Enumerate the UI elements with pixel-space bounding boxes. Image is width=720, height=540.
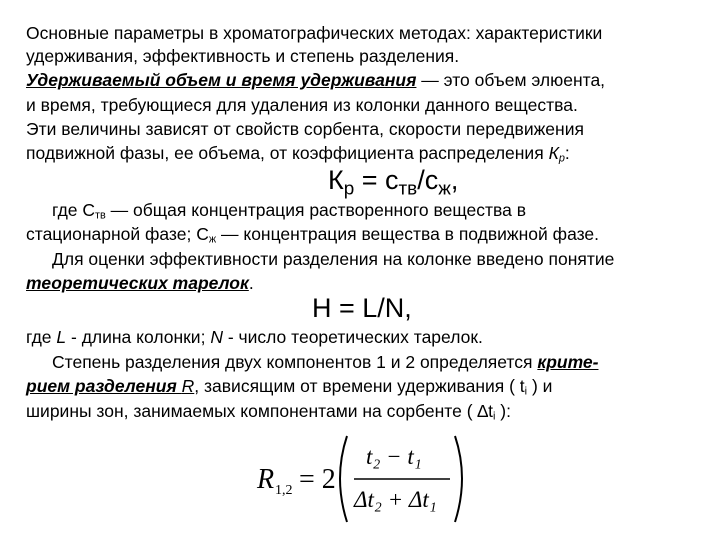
left-paren <box>340 436 347 522</box>
text-line-7-sub: тв <box>95 209 106 222</box>
text-line-6 <box>26 142 570 170</box>
text-line-6-text: подвижной фазы, ее объема, от коэффициента распределения <box>26 143 549 163</box>
text-line-13-b: , зависящим от времени удерживания ( t <box>194 376 525 396</box>
text-line-12 <box>52 351 598 373</box>
text-line-7-b: — общая концентрация растворенного вещества в <box>105 200 527 220</box>
text-line-13-sub: i <box>524 385 528 398</box>
text-line-11-b: - длина колонки; <box>66 327 211 347</box>
text-line-8-sub: ж <box>208 233 217 246</box>
symbol-R: R <box>181 376 195 396</box>
term-criterion-part1: крите- <box>537 352 599 372</box>
term-plates: теоретических тарелок <box>26 273 249 293</box>
right-paren <box>455 436 462 522</box>
formula-r-equals: = 2 <box>299 464 336 495</box>
text-line-8 <box>26 223 599 251</box>
kp-symbol: К <box>548 143 559 163</box>
text-line-13 <box>26 375 552 403</box>
kp-colon: : <box>564 143 570 163</box>
text-line-13-c: ) и <box>527 376 553 396</box>
term-retention: Удерживаемый объем и время удерживания <box>26 70 417 90</box>
text-line-11 <box>26 326 483 348</box>
text-line-1: Основные параметры в хроматографических методах: характеристики <box>26 23 603 43</box>
text-line-8-a: стационарной фазе; С <box>26 224 209 244</box>
text-line-14-sub: i <box>492 410 496 423</box>
formula-kp-eq: = с <box>354 165 399 195</box>
formula-denominator: Δt₂ + Δt₁ <box>354 487 437 512</box>
text-line-3 <box>26 69 605 91</box>
text-line-14 <box>26 400 511 428</box>
formula-r-symbol: R <box>257 464 275 495</box>
formula-kp-comma: , <box>450 165 459 195</box>
text-line-12-a: Степень разделения двух компонентов 1 и 2 определяется <box>52 352 538 372</box>
text-line-8-b: — концентрация вещества в подвижной фазе. <box>216 224 600 244</box>
text-line-7-a: где С <box>52 200 96 220</box>
formula-h: H = L/N, <box>312 293 412 323</box>
text-line-3-rest: — это объем элюента, <box>416 70 606 90</box>
symbol-L: L <box>56 327 67 347</box>
text-line-5: Эти величины зависят от свойств сорбента, скорости передвижения <box>26 119 584 139</box>
formula-kp-k: К <box>328 165 344 195</box>
term-criterion-part2: рием разделения <box>26 376 182 396</box>
text-line-14-b: ): <box>495 401 511 421</box>
text-line-4: и время, требующиеся для удаления из колонки данного вещества. <box>26 95 578 115</box>
formula-r-subscript: 1,2 <box>275 483 293 498</box>
text-line-11-a: где <box>26 327 57 347</box>
text-line-10 <box>26 272 254 294</box>
text-line-2: удерживания, эффективность и степень разделения. <box>26 46 460 66</box>
text-line-11-c: - число теоретических тарелок. <box>222 327 483 347</box>
formula-kp-slash: /с <box>417 165 439 195</box>
symbol-N: N <box>210 327 223 347</box>
text-line-9: Для оценки эффективности разделения на колонке введено понятие <box>52 249 615 269</box>
formula-kp-zh: ж <box>438 178 451 200</box>
kp-subscript: р <box>558 152 565 165</box>
text-line-10-dot: . <box>248 273 254 293</box>
text-line-14-a: ширины зон, занимаемых компонентами на сорбенте ( ∆t <box>26 401 493 421</box>
formula-numerator: t₂ − t₁ <box>366 444 422 469</box>
formula-resolution <box>255 428 475 528</box>
formula-kp-tv: тв <box>398 178 418 200</box>
formula-kp-ksub: р <box>343 178 355 200</box>
